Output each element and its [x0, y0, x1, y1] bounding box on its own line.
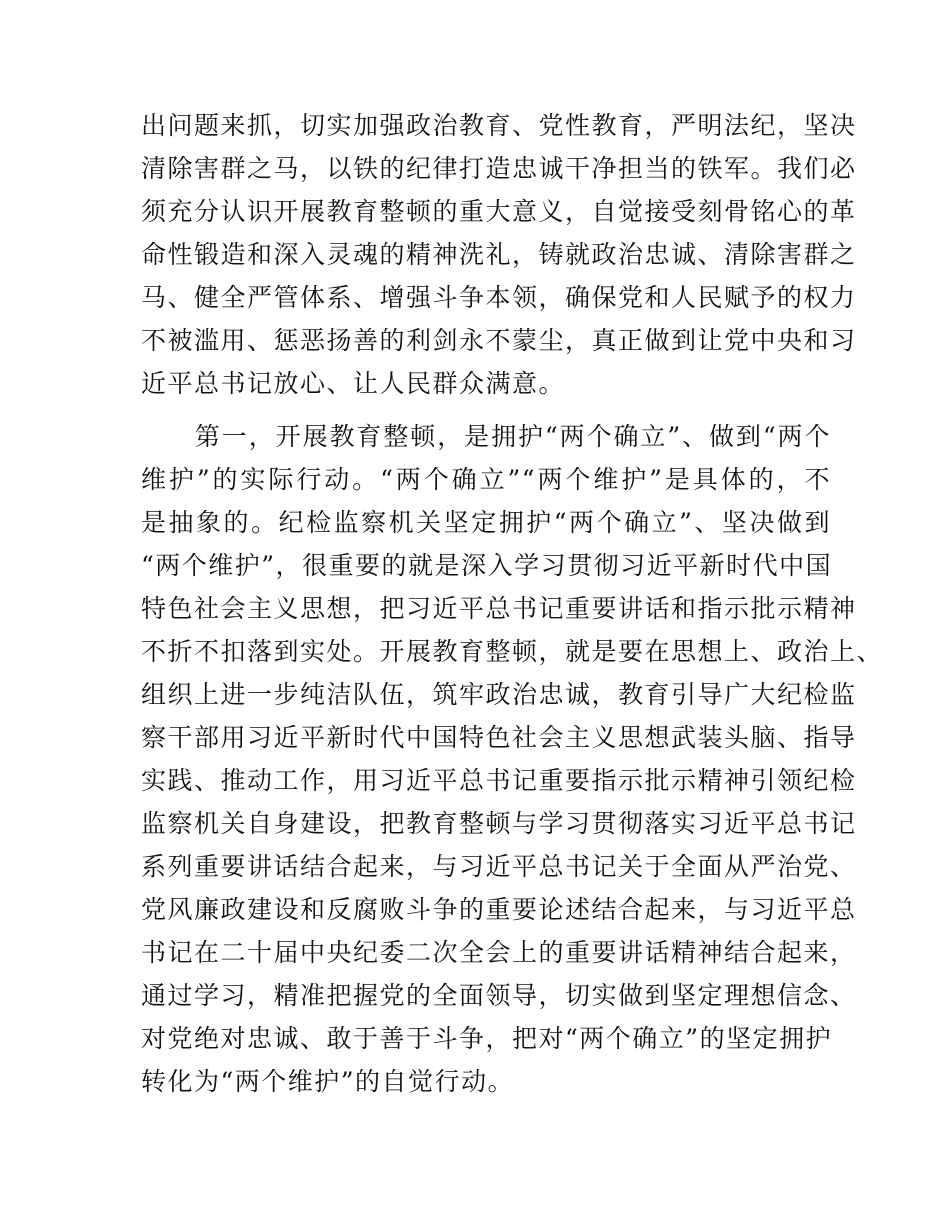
paragraph-line: 近平总书记放心、让人民群众满意。 [141, 369, 566, 398]
paragraph-line: 是抽象的。纪检监察机关坚定拥护“两个确立”、坚决做到 [141, 508, 831, 537]
paragraph-line: 马、健全严管体系、增强斗争本领，确保党和人民赋予的权力 [141, 283, 857, 312]
paragraph-line: 第一，开展教育整顿，是拥护“两个确立”、做到“两个 [141, 422, 831, 451]
paragraph-line: 出问题来抓，切实加强政治教育、党性教育，严明法纪，坚决 [141, 111, 857, 140]
paragraph-line: 察干部用习近平新时代中国特色社会主义思想武装头脑、指导 [141, 723, 857, 752]
paragraph-line: 转化为“两个维护”的自觉行动。 [141, 1067, 515, 1096]
paragraph-line: 须充分认识开展教育整顿的重大意义，自觉接受刻骨铭心的革 [141, 197, 857, 226]
paragraph-line: 通过学习，精准把握党的全面领导，切实做到坚定理想信念、 [141, 981, 857, 1010]
paragraph-line: 系列重要讲话结合起来，与习近平总书记关于全面从严治党、 [141, 852, 857, 881]
paragraph-line: “两个维护”，很重要的就是深入学习贯彻习近平新时代中国 [141, 551, 833, 580]
paragraph-1 [141, 104, 857, 405]
paragraph-line: 书记在二十届中央纪委二次全会上的重要讲话精神结合起来， [141, 938, 857, 967]
paragraph-2 [141, 415, 884, 1103]
paragraph-line: 维护”的实际行动。“两个确立”“两个维护”是具体的，不 [141, 465, 831, 494]
paragraph-line: 清除害群之马，以铁的纪律打造忠诚干净担当的铁军。我们必 [141, 154, 857, 183]
paragraph-line: 监察机关自身建设，把教育整顿与学习贯彻落实习近平总书记 [141, 809, 857, 838]
paragraph-line: 不被滥用、惩恶扬善的利剑永不蒙尘，真正做到让党中央和习 [141, 326, 857, 355]
paragraph-line: 组织上进一步纯洁队伍，筑牢政治忠诚，教育引导广大纪检监 [141, 680, 857, 709]
paragraph-line: 实践、推动工作，用习近平总书记重要指示批示精神引领纪检 [141, 766, 857, 795]
paragraph-line: 对党绝对忠诚、敢于善于斗争，把对“两个确立”的坚定拥护 [141, 1024, 833, 1053]
paragraph-line: 命性锻造和深入灵魂的精神洗礼，铸就政治忠诚、清除害群之 [141, 240, 857, 269]
paragraph-line: 特色社会主义思想，把习近平总书记重要讲话和指示批示精神 [141, 594, 857, 623]
paragraph-line: 不折不扣落到实处。开展教育整顿，就是要在思想上、政治上、 [141, 637, 884, 666]
paragraph-line: 党风廉政建设和反腐败斗争的重要论述结合起来，与习近平总 [141, 895, 857, 924]
